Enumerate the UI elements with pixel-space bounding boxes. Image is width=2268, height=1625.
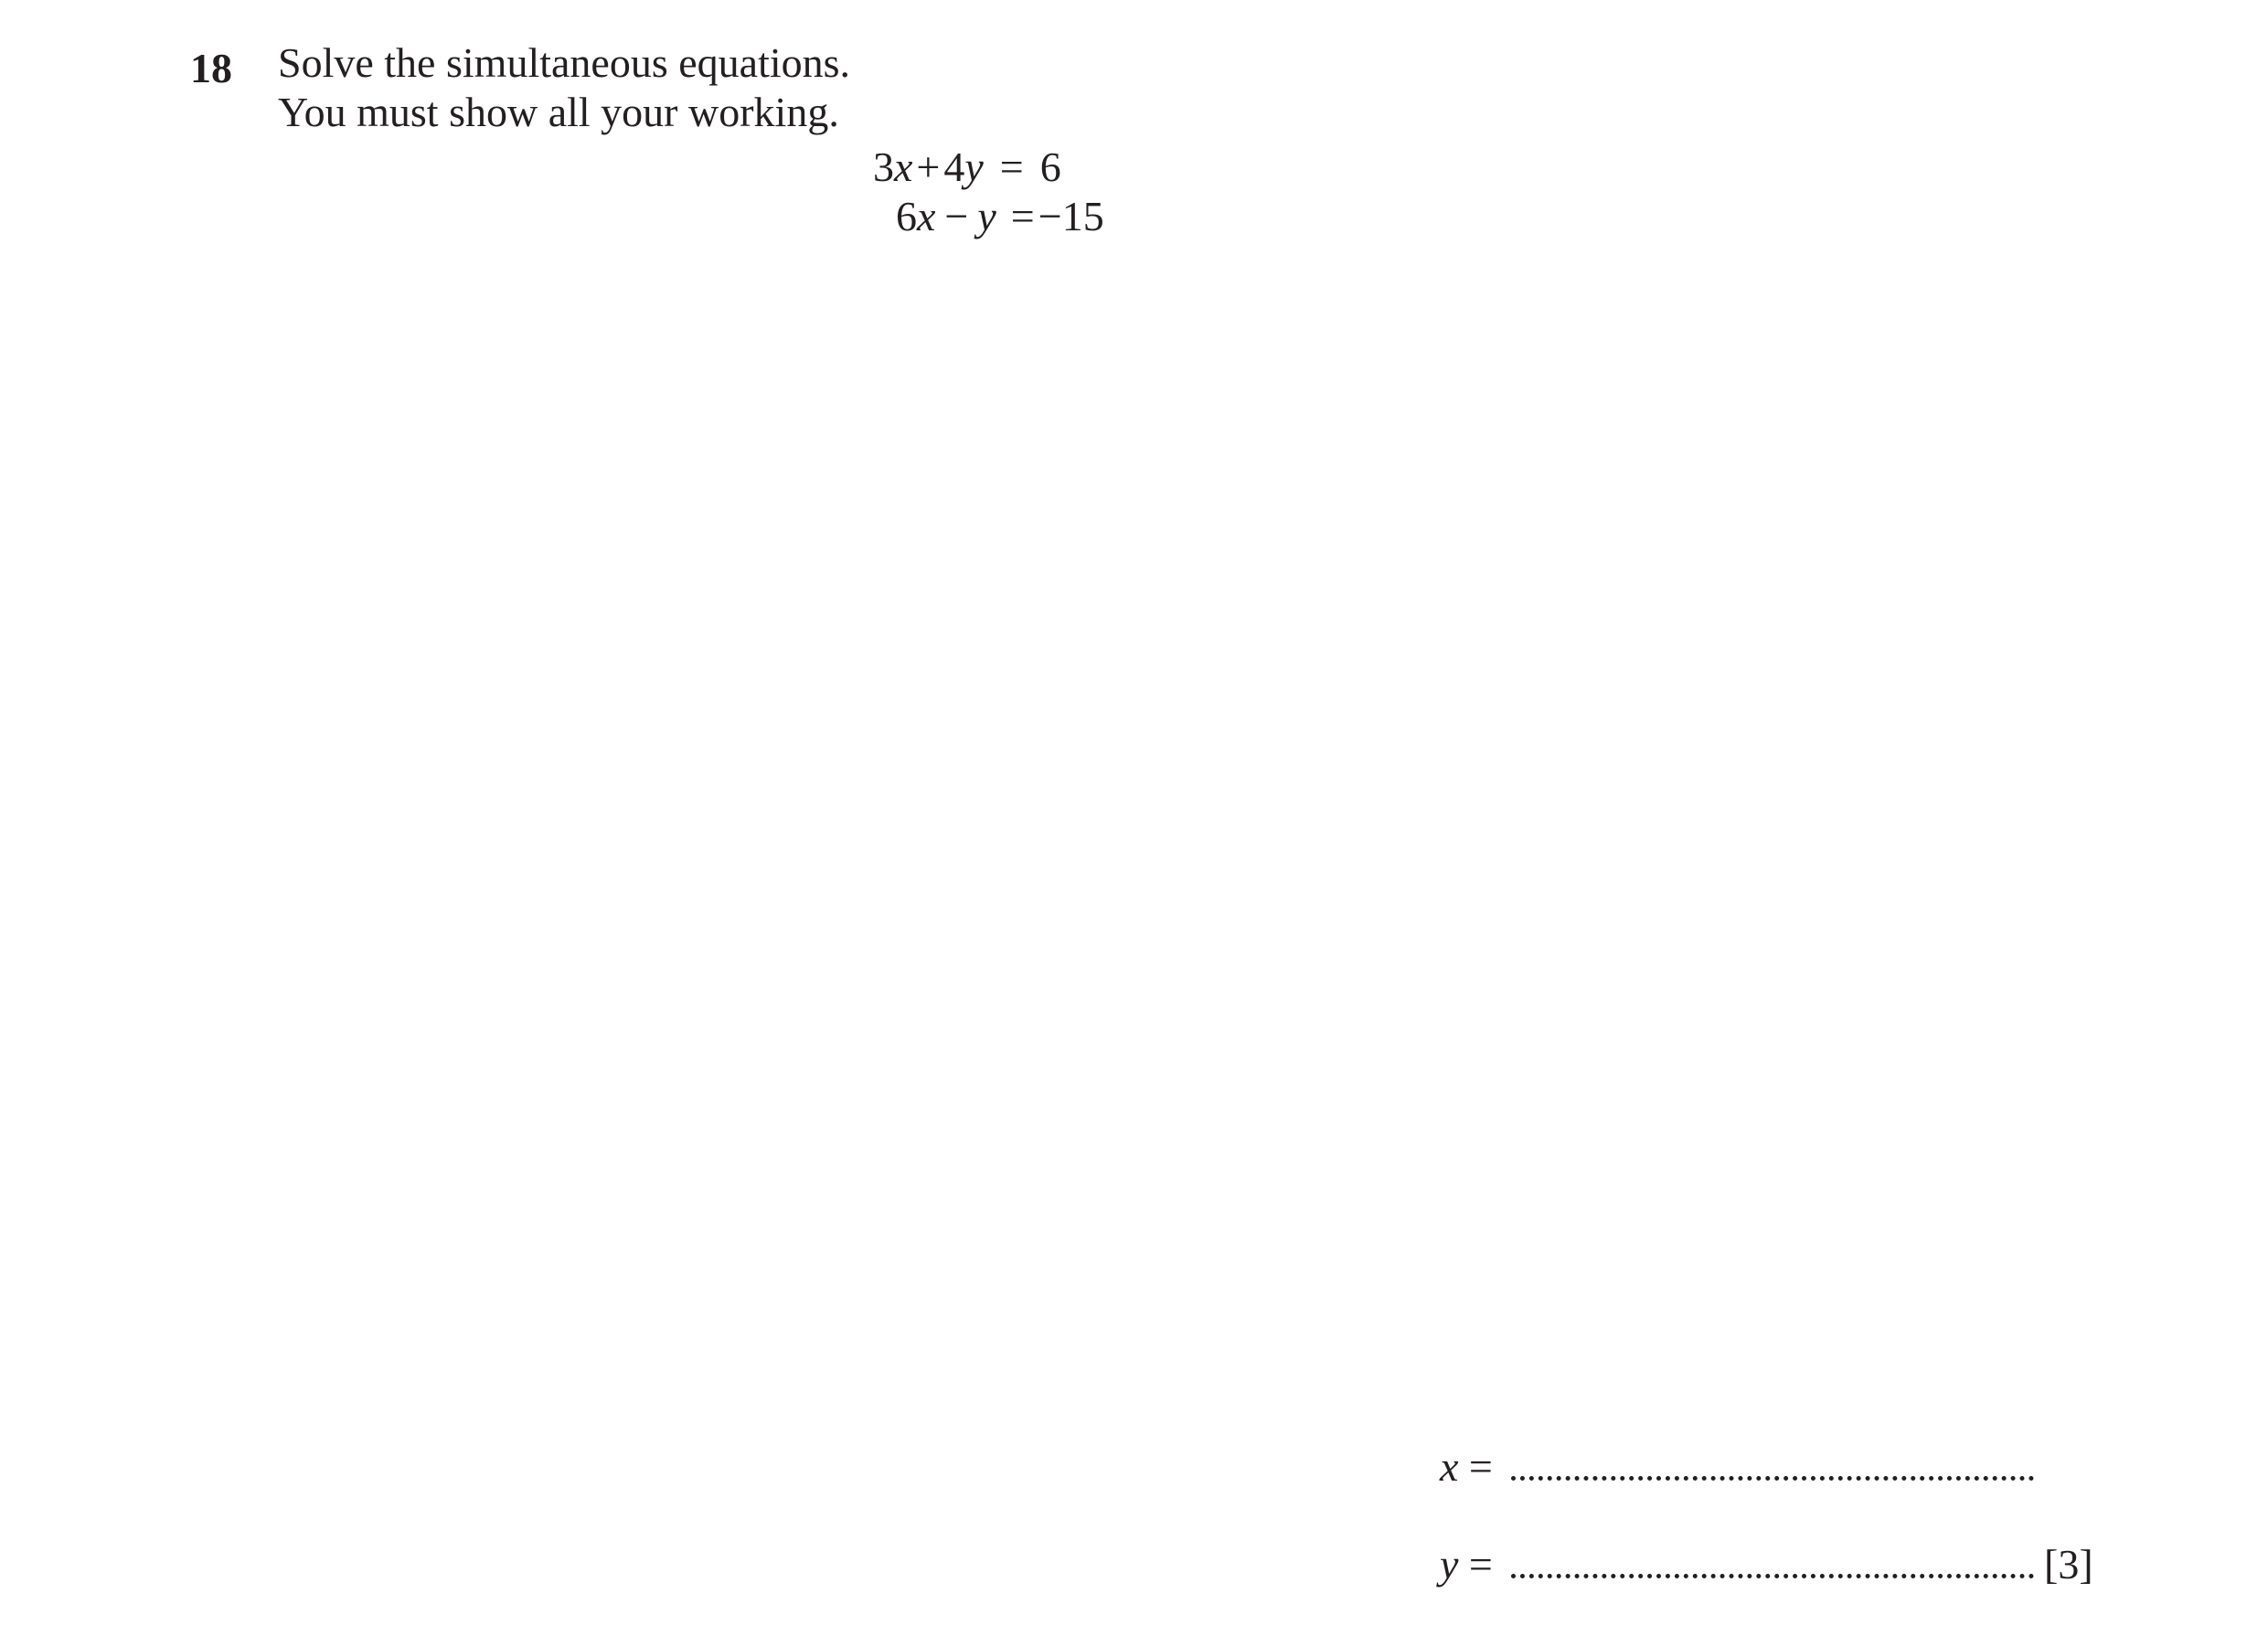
eq2-equals: =: [1010, 193, 1035, 239]
marks-label: [3]: [2044, 1541, 2093, 1588]
eq1-variable-x: x: [894, 143, 913, 190]
answer-x-label: [1440, 1442, 1493, 1492]
eq1-equals: =: [999, 143, 1024, 190]
answer-y-equals: =: [1468, 1541, 1493, 1588]
eq1-variable-y: y: [964, 143, 984, 190]
eq2-rhs: −15: [1038, 193, 1104, 239]
question-number: 18: [190, 45, 232, 91]
eq2-coefficient-x: 6: [896, 193, 917, 239]
equation-1: [873, 143, 1061, 192]
eq2-variable-x: x: [917, 193, 936, 239]
question-stem: [278, 38, 850, 137]
answer-y-line[interactable]: [1511, 1574, 2034, 1578]
answer-y-label: [1440, 1540, 1493, 1589]
eq1-rhs: 6: [1039, 143, 1061, 190]
answer-x-variable: x: [1440, 1443, 1459, 1490]
equation-2: [896, 192, 1104, 241]
answer-x-equals: =: [1468, 1443, 1493, 1490]
eq2-variable-y: y: [977, 193, 996, 239]
answer-y-variable: y: [1440, 1541, 1459, 1588]
eq1-coefficient-x: 3: [873, 143, 894, 190]
question-instruction: Solve the simultaneous equations.: [278, 39, 851, 86]
answer-x-line[interactable]: [1511, 1476, 2034, 1481]
question-working-note: You must show all your working.: [278, 89, 839, 135]
eq1-coefficient-y: 4: [943, 143, 965, 190]
eq2-operator: −: [944, 193, 969, 239]
eq1-operator: +: [916, 143, 941, 190]
